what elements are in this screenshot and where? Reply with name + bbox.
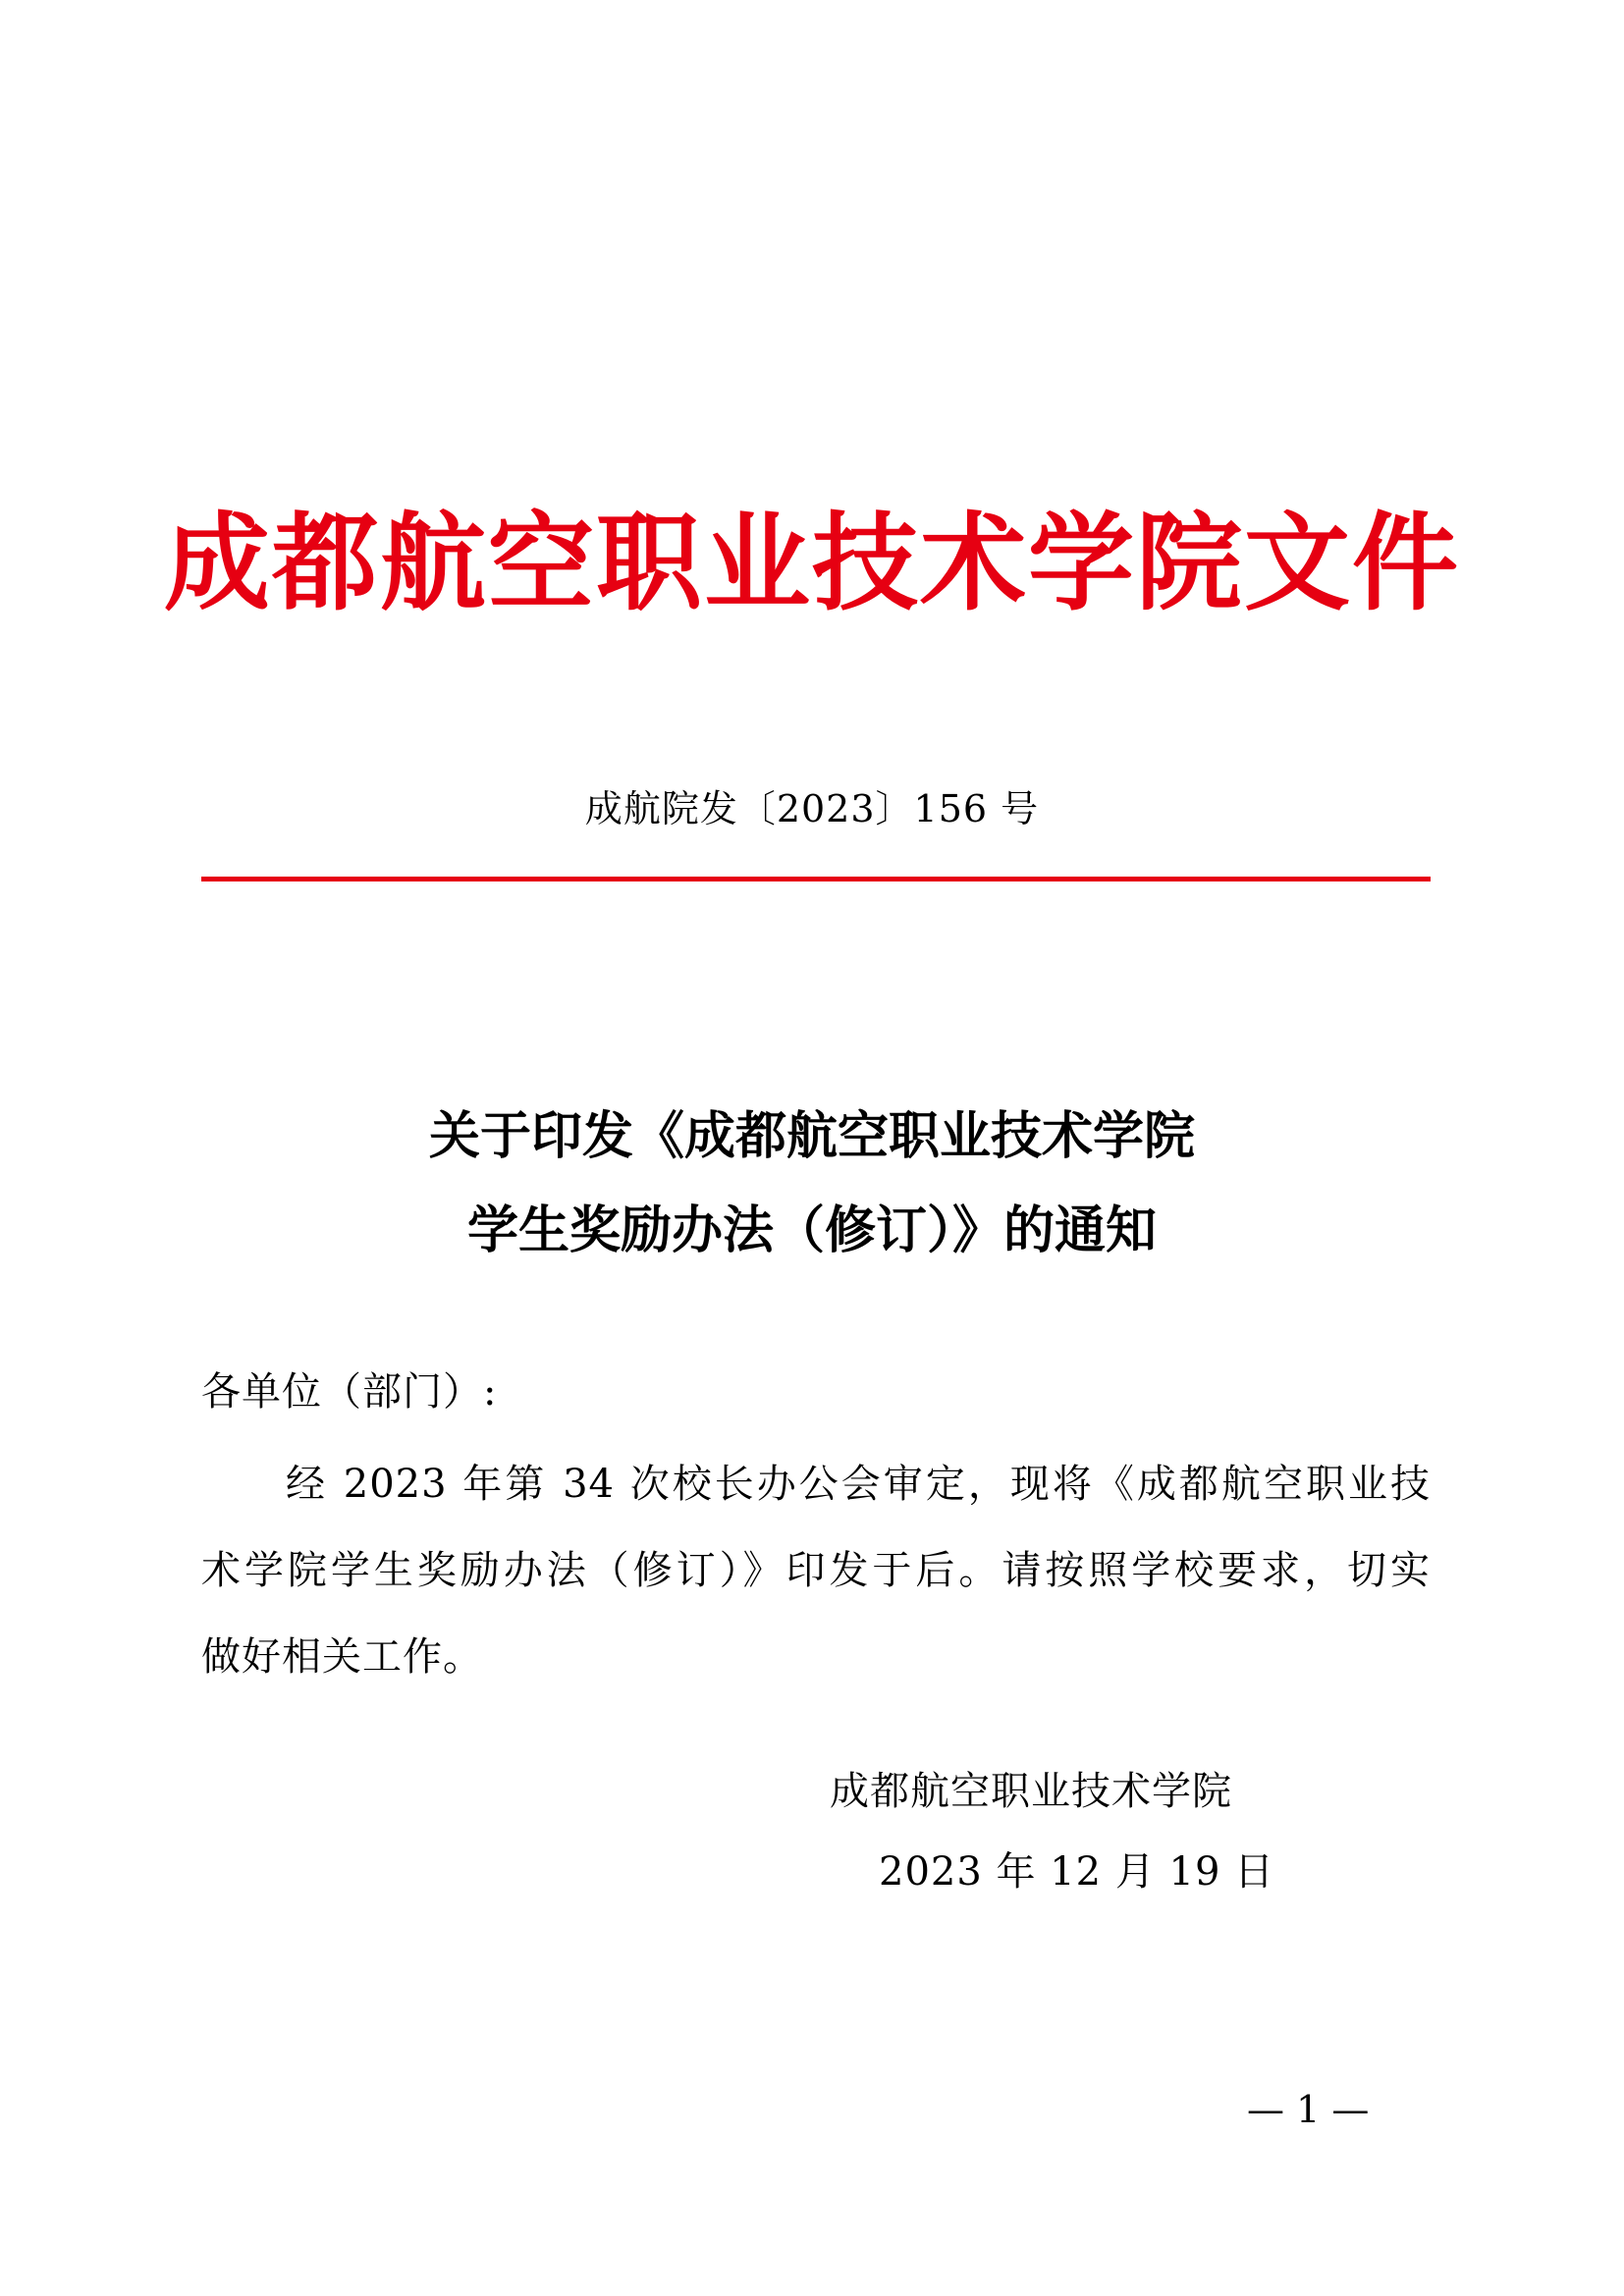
body-paragraph bbox=[201, 1441, 1431, 1700]
notice-title-line-1: 关于印发《成都航空职业技术学院 bbox=[428, 1106, 1195, 1166]
body-line-3: 做好相关工作。 bbox=[201, 1634, 483, 1680]
notice-title-line-2: 学生奖励办法（修订）》的通知 bbox=[466, 1201, 1157, 1260]
salutation: 各单位（部门）: bbox=[201, 1369, 498, 1415]
signature-date: 2023 年 12 月 19 日 bbox=[879, 1849, 1275, 1895]
signature-issuer: 成都航空职业技术学院 bbox=[830, 1769, 1232, 1814]
red-separator-line bbox=[201, 877, 1431, 881]
page-number: — 1 — bbox=[1247, 2088, 1370, 2131]
body-line-1: 经 2023 年第 34 次校长办公会审定，现将《成都航空职业技 bbox=[201, 1462, 1431, 1507]
notice-title bbox=[196, 1090, 1428, 1278]
body-line-2: 术学院学生奖励办法（修订）》印发于后。请按照学校要求，切实 bbox=[201, 1548, 1431, 1593]
document-masthead: 成都航空职业技术学院文件 bbox=[163, 502, 1460, 625]
document-number: 成航院发〔2023〕156 号 bbox=[584, 787, 1040, 830]
